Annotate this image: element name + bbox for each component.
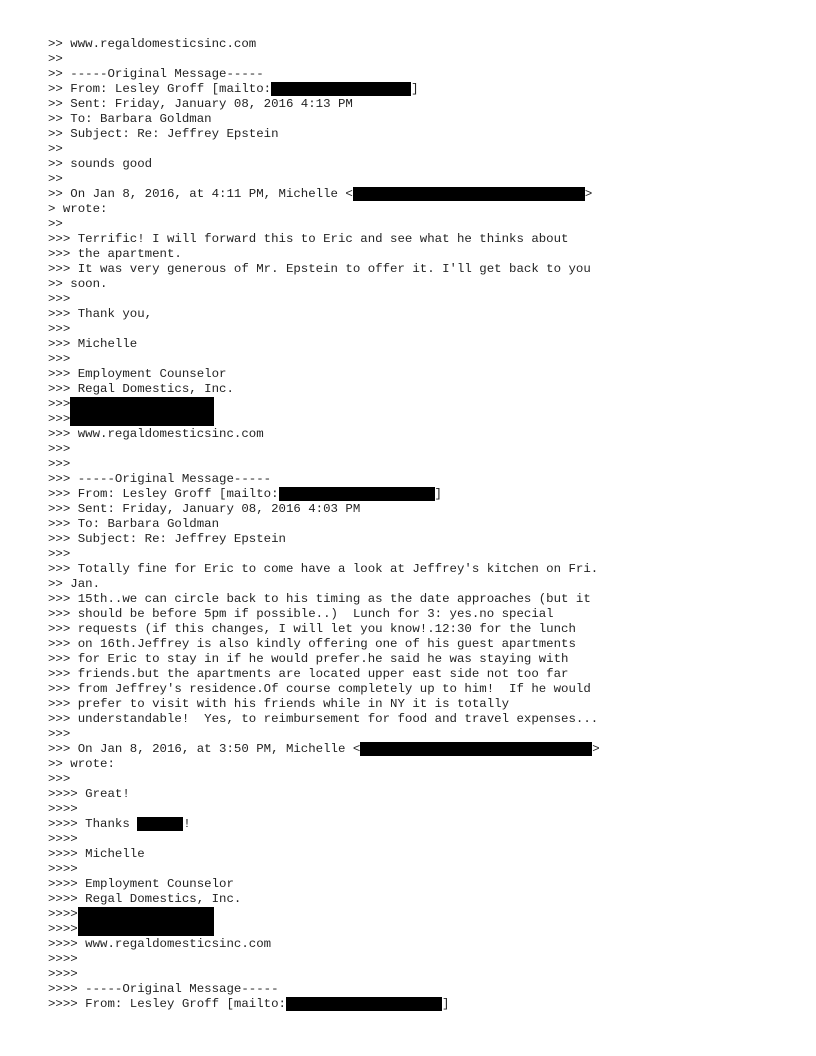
- redaction-block: [137, 817, 183, 831]
- text-line: >>>>: [48, 907, 778, 922]
- text-line: >>> From: Lesley Groff [mailto: ]: [48, 487, 442, 501]
- text-line: >>> Regal Domestics, Inc.: [48, 382, 234, 396]
- text-line: >>> www.regaldomesticsinc.com: [48, 427, 264, 441]
- text-line: > wrote:: [48, 202, 108, 216]
- text-line: >>>: [48, 772, 71, 786]
- text-line: >>> from Jeffrey's residence.Of course completely up to him! If he would: [48, 682, 591, 696]
- text-line: >>>>: [48, 952, 78, 966]
- text-line: >>> requests (if this changes, I will let you know!.12:30 for the lunch: [48, 622, 576, 636]
- text-line: >>> prefer to visit with his friends while in NY it is totally: [48, 697, 510, 711]
- redaction-block: [279, 487, 435, 501]
- text-line: >>> friends.but the apartments are located upper east side not too far: [48, 667, 569, 681]
- text-line: >> wrote:: [48, 757, 115, 771]
- text-line: >>> Subject: Re: Jeffrey Epstein: [48, 532, 286, 546]
- text-line: >>> should be before 5pm if possible..) Lunch for 3: yes.no special: [48, 607, 554, 621]
- redaction-block: [360, 742, 592, 756]
- text-line: >>>>: [48, 802, 78, 816]
- text-line: >>>: [48, 727, 71, 741]
- text-line: >>>: [48, 322, 71, 336]
- text-line: >>> the apartment.: [48, 247, 182, 261]
- text-line: >>: [48, 172, 63, 186]
- text-line: >> soon.: [48, 277, 108, 291]
- text-line: >>>> Regal Domestics, Inc.: [48, 892, 242, 906]
- text-line: >>> understandable! Yes, to reimbursement for food and travel expenses...: [48, 712, 599, 726]
- text-line: >>>: [48, 397, 778, 412]
- text-line: >>> for Eric to stay in if he would prefer.he said he was staying with: [48, 652, 569, 666]
- text-line: >> www.regaldomesticsinc.com: [48, 37, 257, 51]
- text-line: >> From: Lesley Groff [mailto: ]: [48, 82, 419, 96]
- text-line: >> On Jan 8, 2016, at 4:11 PM, Michelle < >: [48, 187, 593, 201]
- redaction-block: [271, 82, 411, 96]
- text-line: >>>>: [48, 967, 78, 981]
- text-line: >>>> -----Original Message-----: [48, 982, 279, 996]
- text-line: >>>: [48, 352, 71, 366]
- text-line: >>>> Michelle: [48, 847, 145, 861]
- text-line: >>>: [48, 442, 71, 456]
- text-line: >>: [48, 142, 63, 156]
- text-line: >>> It was very generous of Mr. Epstein to offer it. I'll get back to you: [48, 262, 591, 276]
- redaction-block: [78, 907, 214, 936]
- text-line: >> sounds good: [48, 157, 153, 171]
- text-line: >>>: [48, 547, 71, 561]
- text-line: >> To: Barbara Goldman: [48, 112, 212, 126]
- text-line: >>> Sent: Friday, January 08, 2016 4:03 PM: [48, 502, 361, 516]
- text-line: >>: [48, 52, 63, 66]
- text-line: >>>: [48, 457, 71, 471]
- text-line: >> Sent: Friday, January 08, 2016 4:13 PM: [48, 97, 353, 111]
- text-line: >>>>: [48, 922, 78, 936]
- text-line: >>>: [48, 412, 71, 426]
- text-line: >>> On Jan 8, 2016, at 3:50 PM, Michelle < >: [48, 742, 600, 756]
- text-line: >>>> From: Lesley Groff [mailto: ]: [48, 997, 450, 1011]
- text-line: >>>> www.regaldomesticsinc.com: [48, 937, 272, 951]
- redaction-block: [70, 397, 214, 426]
- text-line: >>>> Great!: [48, 787, 130, 801]
- text-line: >>>> Thanks !: [48, 817, 191, 831]
- redaction-block: [286, 997, 442, 1011]
- text-line: >>>: [48, 292, 71, 306]
- text-line: >>> Michelle: [48, 337, 138, 351]
- text-line: >>>> Employment Counselor: [48, 877, 234, 891]
- text-line: >> Jan.: [48, 577, 101, 591]
- text-line: >>> To: Barbara Goldman: [48, 517, 220, 531]
- text-line: >>> Terrific! I will forward this to Eric and see what he thinks about: [48, 232, 569, 246]
- text-line: >>> -----Original Message-----: [48, 472, 272, 486]
- text-line: >>>>: [48, 862, 78, 876]
- text-line: >>> 15th..we can circle back to his timing as the date approaches (but it: [48, 592, 591, 606]
- text-line: >>> Thank you,: [48, 307, 153, 321]
- text-line: >>> Employment Counselor: [48, 367, 227, 381]
- text-line: >>> Totally fine for Eric to come have a look at Jeffrey's kitchen on Fri.: [48, 562, 599, 576]
- text-line: >> -----Original Message-----: [48, 67, 264, 81]
- text-line: >>>>: [48, 832, 78, 846]
- redaction-block: [353, 187, 585, 201]
- email-thread-page: [48, 37, 778, 1012]
- text-line: >>> on 16th.Jeffrey is also kindly offering one of his guest apartments: [48, 637, 576, 651]
- text-line: >> Subject: Re: Jeffrey Epstein: [48, 127, 279, 141]
- text-line: >>: [48, 217, 63, 231]
